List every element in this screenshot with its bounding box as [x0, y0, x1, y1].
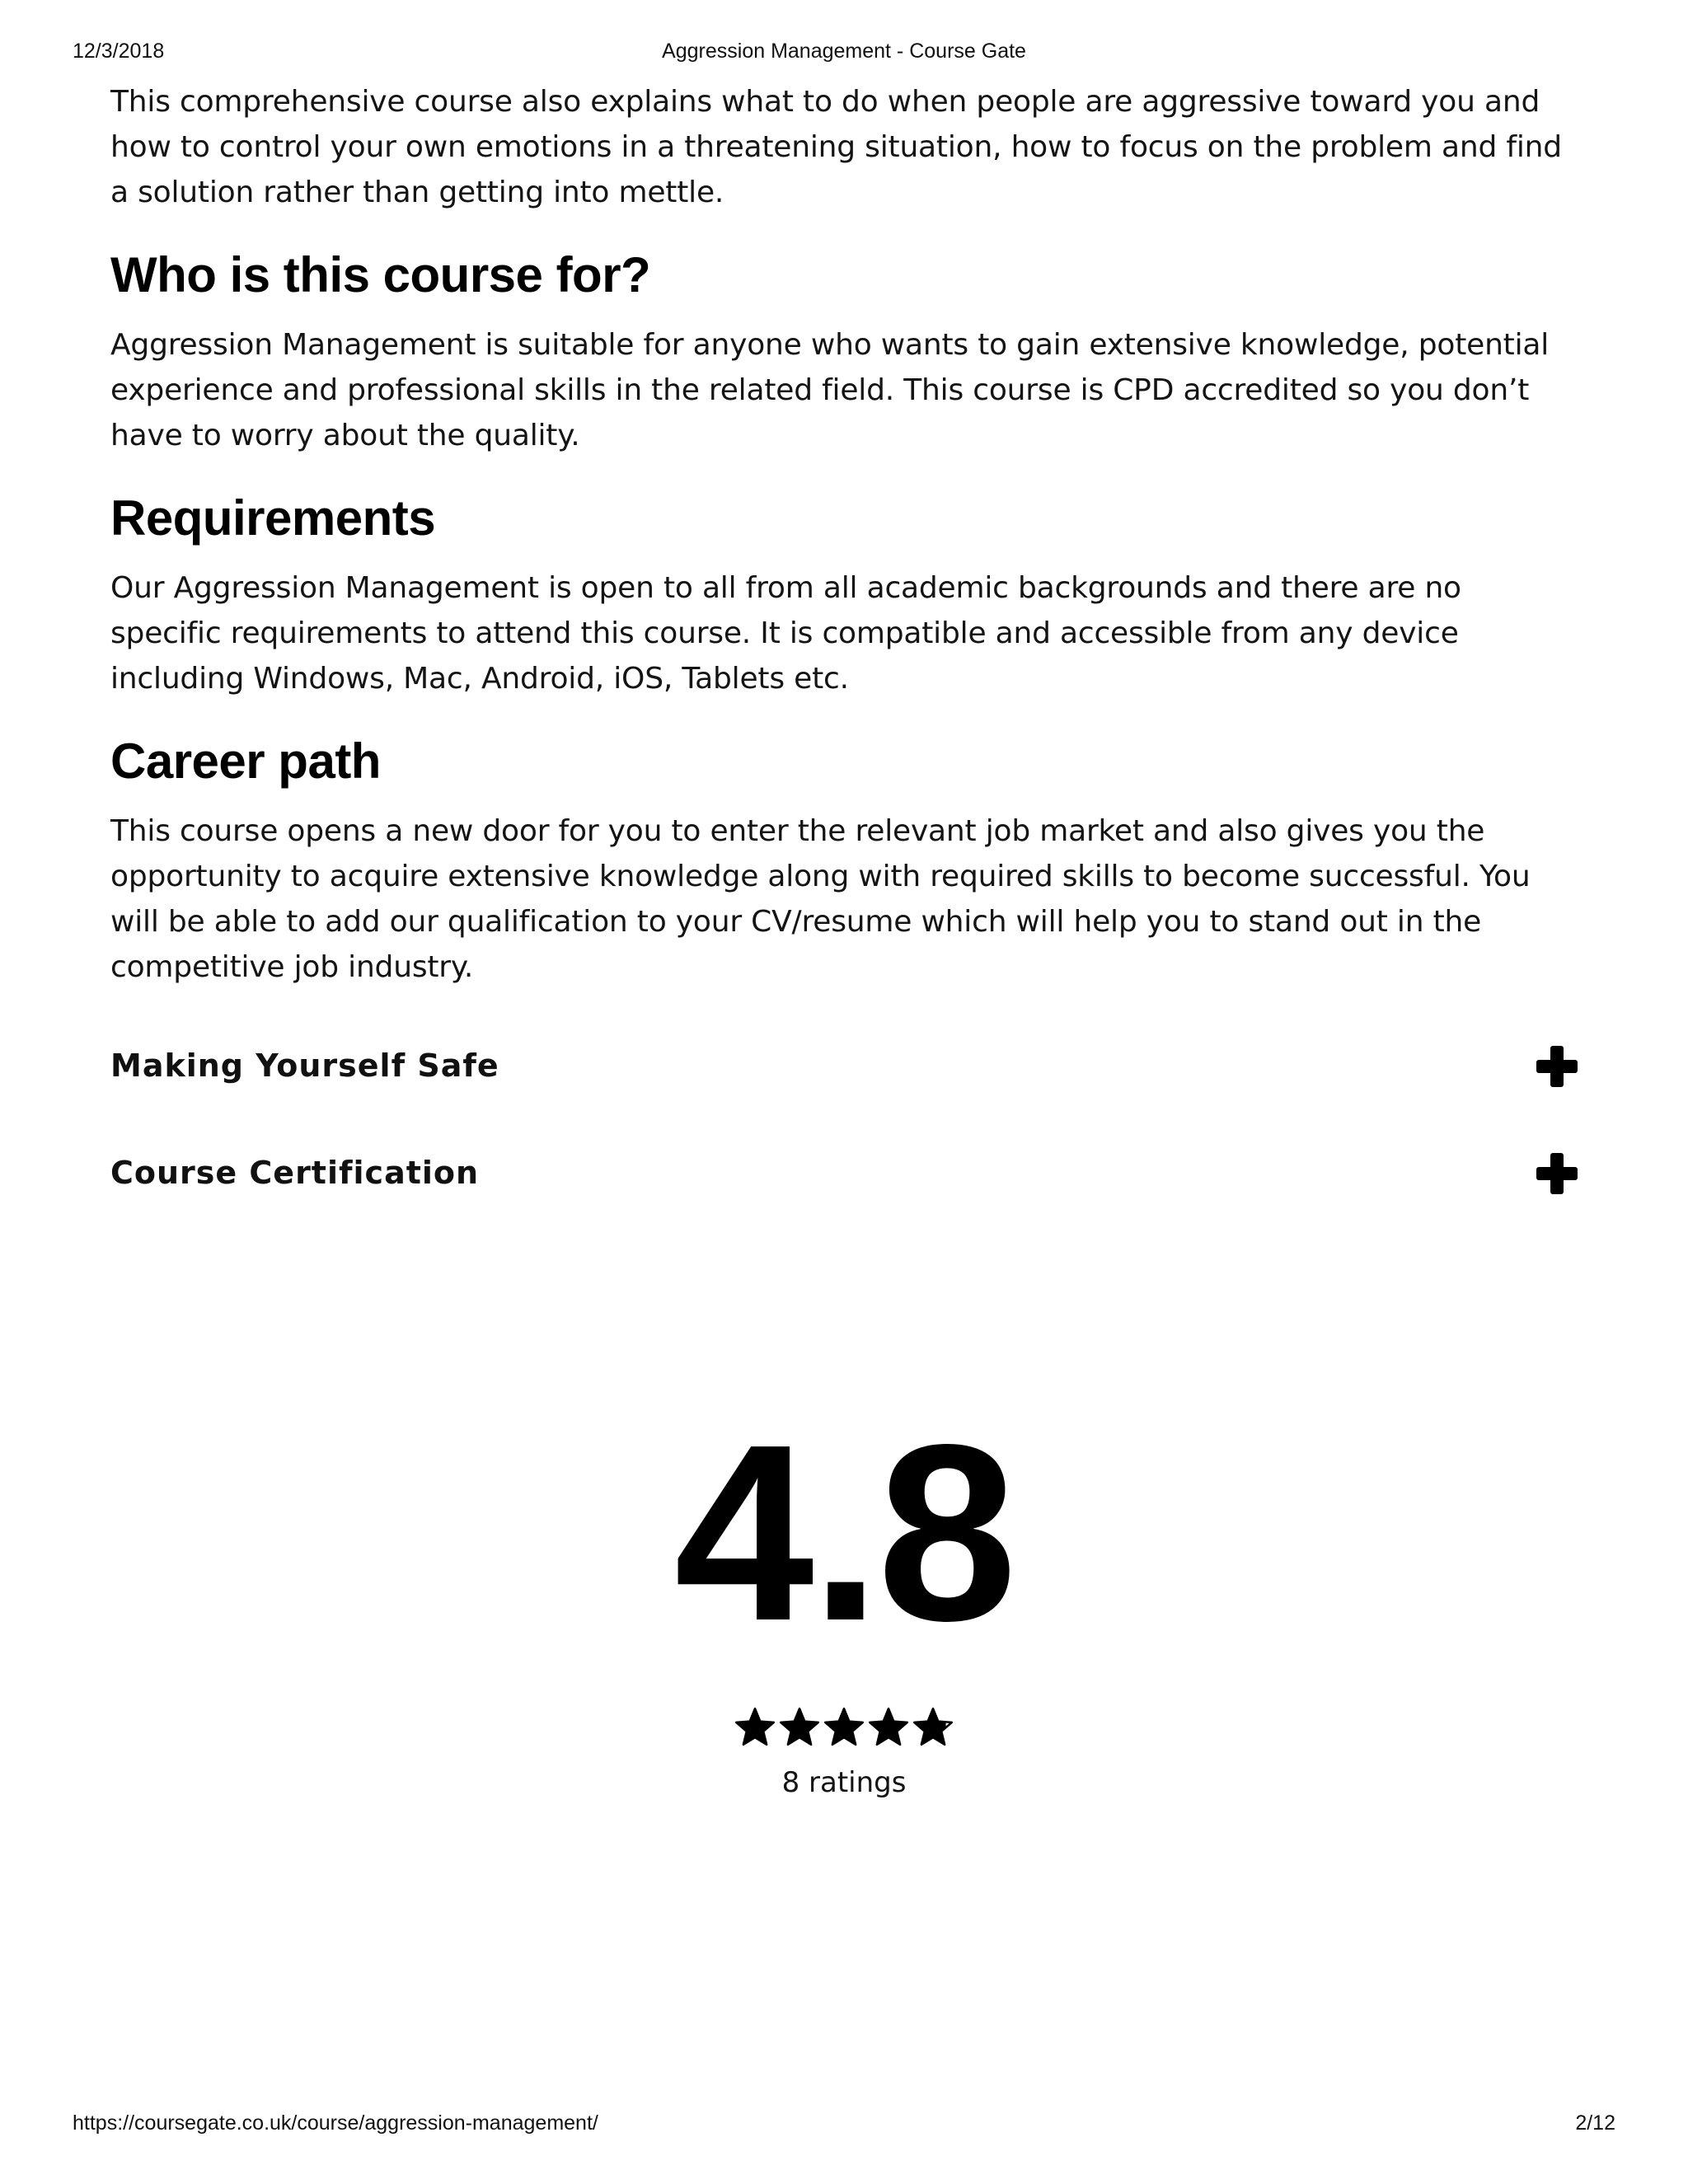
section-body-career-path: This course opens a new door for you to enter the relevant job market and also gives you the opportunity to acquire extensive knowledge along with required skills to become successful. You will be able to add our qualification to your CV/resume which will help you to stand out in the competitive job industry. [110, 814, 1531, 984]
rating-score: 4.8 [674, 1392, 1014, 1673]
rating-summary [0, 1392, 1688, 1803]
intro-paragraph: This comprehensive course also explains what to do when people are aggressive toward you and how to control your own emotions in a threatening situation, how to focus on the problem and find a solution rather than getting into mettle. [110, 85, 1562, 209]
print-header-date: 12/3/2018 [73, 40, 165, 63]
course-description [110, 79, 1578, 1255]
accordion-item-course-certification[interactable] [110, 1148, 1578, 1255]
star-icon [912, 1706, 954, 1749]
rating-count: 8 ratings [781, 1766, 907, 1799]
accordion-item-label: Course Certification [110, 1155, 480, 1191]
print-footer-url: https://coursegate.co.uk/course/aggression-management/ [73, 2111, 598, 2135]
plus-icon[interactable] [1536, 1153, 1578, 1194]
star-icon [778, 1706, 821, 1749]
print-header [0, 40, 1688, 73]
section-body-audience: Aggression Management is suitable for anyone who wants to gain extensive knowledge, potential experience and professional skills in the related field. This course is CPD accredited so you don’t have to worry about the quality. [110, 328, 1550, 452]
section-heading-requirements: Requirements [110, 490, 436, 546]
star-icon [734, 1706, 776, 1749]
section-heading-career-path: Career path [110, 733, 381, 789]
course-curriculum-accordion [110, 1041, 1578, 1255]
star-rating [0, 1706, 1688, 1749]
accordion-item-label: Making Yourself Safe [110, 1047, 499, 1084]
accordion-item-making-yourself-safe[interactable] [110, 1041, 1578, 1148]
print-footer-page-number: 2/12 [1575, 2111, 1615, 2135]
section-heading-audience: Who is this course for? [110, 247, 651, 302]
plus-icon[interactable] [1536, 1046, 1578, 1087]
print-footer [0, 2111, 1688, 2144]
section-body-requirements: Our Aggression Management is open to all from all academic backgrounds and there are no specific requirements to attend this course. It is compatible and accessible from any device including Windows, Mac, Android, iOS, Tablets etc. [110, 571, 1461, 696]
print-header-title: Aggression Management - Course Gate [662, 40, 1026, 63]
star-icon [867, 1706, 910, 1749]
star-icon [823, 1706, 865, 1749]
